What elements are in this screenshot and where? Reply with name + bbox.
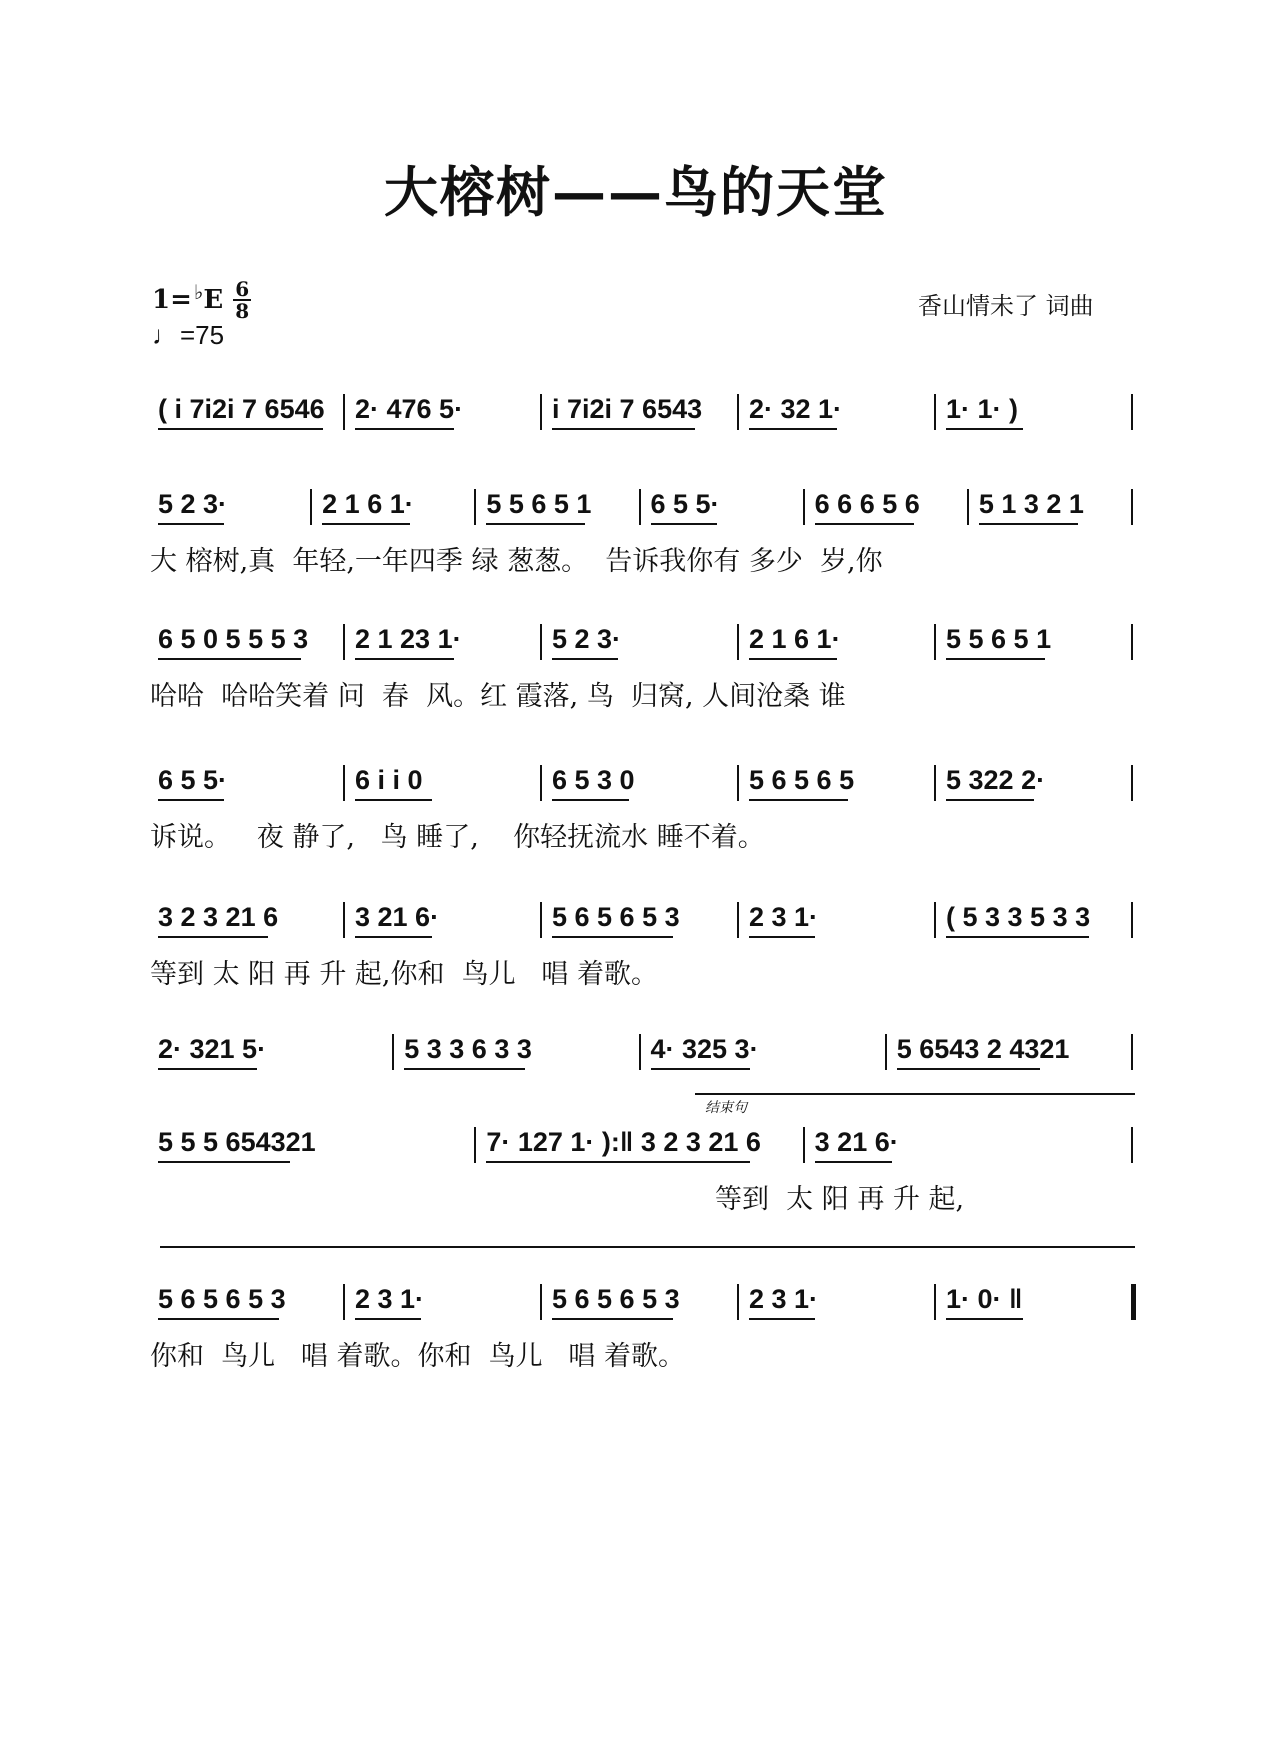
tempo-value: =75 <box>180 320 225 350</box>
measure: ( 5 3 3 5 3 3 <box>946 902 1091 932</box>
beam-line <box>946 936 1089 938</box>
notation-row <box>150 1032 1135 1072</box>
beam-line <box>158 799 224 801</box>
beam-line <box>158 1068 257 1070</box>
beam-line <box>158 428 323 430</box>
key-signature <box>152 277 251 323</box>
barline <box>1131 902 1133 938</box>
beam-line <box>158 658 301 660</box>
beam-line <box>749 799 848 801</box>
beam-line <box>749 1318 815 1320</box>
measure: 3 21 6· <box>355 902 440 932</box>
measure: 5 6 5 6 5 3 <box>552 902 680 932</box>
beam-line <box>815 523 914 525</box>
time-bottom: 8 <box>235 299 250 323</box>
volta-bracket <box>160 1246 1135 1248</box>
notation-row <box>150 1282 1135 1322</box>
barline <box>343 765 345 801</box>
beam-line <box>552 658 618 660</box>
barline <box>1131 1284 1136 1320</box>
barline <box>343 902 345 938</box>
measure: 2· 32 1· <box>749 394 843 424</box>
barline <box>737 624 739 660</box>
beam-line <box>749 936 815 938</box>
beam-line <box>552 1318 673 1320</box>
beam-line <box>749 658 837 660</box>
measure: 2 3 1· <box>355 1284 425 1314</box>
beam-line <box>322 523 410 525</box>
barline <box>540 394 542 430</box>
barline <box>343 624 345 660</box>
beam-line <box>946 428 1023 430</box>
notation-row <box>150 622 1135 662</box>
barline <box>934 902 936 938</box>
measure: 5 3 3 6 3 3 <box>404 1034 532 1064</box>
barline <box>737 394 739 430</box>
measure: i 7i2i 7 6543 <box>552 394 703 424</box>
time-signature <box>233 277 251 323</box>
barline <box>310 489 312 525</box>
beam-line <box>946 799 1034 801</box>
beam-line <box>355 799 432 801</box>
beam-line <box>979 523 1078 525</box>
page-title: 大榕树——鸟的天堂 <box>384 160 888 224</box>
measure: 6 5 5· <box>650 489 720 519</box>
beam-line <box>946 1318 1023 1320</box>
barline <box>1131 1034 1133 1070</box>
barline <box>392 1034 394 1070</box>
volta-bracket <box>695 1093 1135 1095</box>
notation-row <box>150 900 1135 940</box>
barline <box>934 394 936 430</box>
beam-line <box>158 1318 279 1320</box>
beam-line <box>355 936 432 938</box>
measure: 4· 325 3· <box>650 1034 759 1064</box>
lyrics-row: 大 榕树,真 年轻,一年四季 绿 葱葱。 告诉我你有 多少 岁,你 <box>150 546 883 577</box>
measure: 5 5 6 5 1 <box>946 624 1052 654</box>
barline <box>885 1034 887 1070</box>
notation-row <box>150 487 1135 527</box>
beam-line <box>749 428 837 430</box>
measure: 6 6 6 5 6 <box>814 489 920 519</box>
measure: 2· 321 5· <box>158 1034 267 1064</box>
barline <box>1131 765 1133 801</box>
measure: 2 3 1· <box>749 902 819 932</box>
barline <box>967 489 969 525</box>
beam-line <box>552 799 629 801</box>
measure: 2 1 6 1· <box>749 624 841 654</box>
key-prefix: 1= <box>152 285 192 315</box>
beam-line <box>355 428 454 430</box>
barline <box>474 1127 476 1163</box>
measure: 5 2 3· <box>158 489 228 519</box>
beam-line <box>158 1161 290 1163</box>
barline <box>934 624 936 660</box>
beam-line <box>897 1068 1040 1070</box>
barline <box>639 489 641 525</box>
beam-line <box>158 523 224 525</box>
composer-credit: 香山情未了 词曲 <box>918 292 1094 320</box>
barline <box>540 1284 542 1320</box>
barline <box>934 765 936 801</box>
time-top: 6 <box>235 277 250 301</box>
beam-line <box>486 1161 750 1163</box>
beam-line <box>158 936 268 938</box>
measure: 7· 127 1· ):‖ 3 2 3 21 6 <box>486 1127 761 1157</box>
notation-row <box>150 392 1135 432</box>
barline <box>639 1034 641 1070</box>
barline <box>803 489 805 525</box>
barline <box>343 1284 345 1320</box>
flat-icon: ♭ <box>193 280 204 304</box>
measure: 5 6 5 6 5 <box>749 765 855 795</box>
measure: ( i 7i2i 7 6546 <box>158 394 325 424</box>
measure: 5 322 2· <box>946 765 1046 795</box>
measure: 5 5 5 654321 <box>158 1127 316 1157</box>
tempo-marking <box>152 320 224 351</box>
measure: 6 i i 0 <box>355 765 423 795</box>
barline <box>934 1284 936 1320</box>
beam-line <box>355 1318 421 1320</box>
measure: 3 2 3 21 6 <box>158 902 279 932</box>
barline <box>1131 394 1133 430</box>
lyrics-row: 等到 太 阳 再 升 起,你和 鸟儿 唱 着歌。 <box>150 959 658 990</box>
beam-line <box>651 523 717 525</box>
beam-line <box>815 1161 892 1163</box>
measure: 5 6 5 6 5 3 <box>158 1284 286 1314</box>
barline <box>737 1284 739 1320</box>
beam-line <box>355 658 454 660</box>
barline <box>540 902 542 938</box>
measure: 6 5 0 5 5 5 3 <box>158 624 309 654</box>
barline <box>474 489 476 525</box>
beam-line <box>404 1068 525 1070</box>
measure: 2 1 23 1· <box>355 624 462 654</box>
measure: 5 2 3· <box>552 624 622 654</box>
measure: 5 1 3 2 1 <box>978 489 1084 519</box>
notation-row <box>150 763 1135 803</box>
barline <box>803 1127 805 1163</box>
barline <box>1131 489 1133 525</box>
lyrics-row: 哈哈 哈哈笑着 问 春 风。红 霞落, 鸟 归窝, 人间沧桑 谁 <box>150 681 846 712</box>
key-note: E <box>203 285 224 315</box>
measure: 2· 476 5· <box>355 394 464 424</box>
measure: 5 6 5 6 5 3 <box>552 1284 680 1314</box>
lyrics-row: 诉说。 夜 静了, 鸟 睡了, 你轻抚流水 睡不着。 <box>150 822 765 853</box>
measure: 6 5 5· <box>158 765 228 795</box>
barline <box>1131 624 1133 660</box>
notation-row <box>150 1125 1135 1165</box>
measure: 5 6543 2 4321 <box>896 1034 1070 1064</box>
quarter-note-icon: ♩ <box>152 320 178 350</box>
measure: 1· 0· ‖ <box>946 1284 1023 1314</box>
measure: 6 5 3 0 <box>552 765 635 795</box>
beam-line <box>552 936 673 938</box>
measure: 5 5 6 5 1 <box>486 489 592 519</box>
barline <box>540 765 542 801</box>
volta-label: 结束句 <box>705 1099 747 1115</box>
barline <box>737 902 739 938</box>
beam-line <box>486 523 585 525</box>
measure: 1· 1· ) <box>946 394 1019 424</box>
measure: 2 1 6 1· <box>322 489 414 519</box>
barline <box>343 394 345 430</box>
beam-line <box>946 658 1045 660</box>
barline <box>540 624 542 660</box>
barline <box>737 765 739 801</box>
lyrics-row: 等到 太 阳 再 升 起, <box>715 1184 965 1215</box>
beam-line <box>651 1068 750 1070</box>
measure: 2 3 1· <box>749 1284 819 1314</box>
lyrics-row: 你和 鸟儿 唱 着歌。你和 鸟儿 唱 着歌。 <box>150 1341 685 1372</box>
barline <box>1131 1127 1133 1163</box>
beam-line <box>552 428 695 430</box>
measure: 3 21 6· <box>814 1127 899 1157</box>
